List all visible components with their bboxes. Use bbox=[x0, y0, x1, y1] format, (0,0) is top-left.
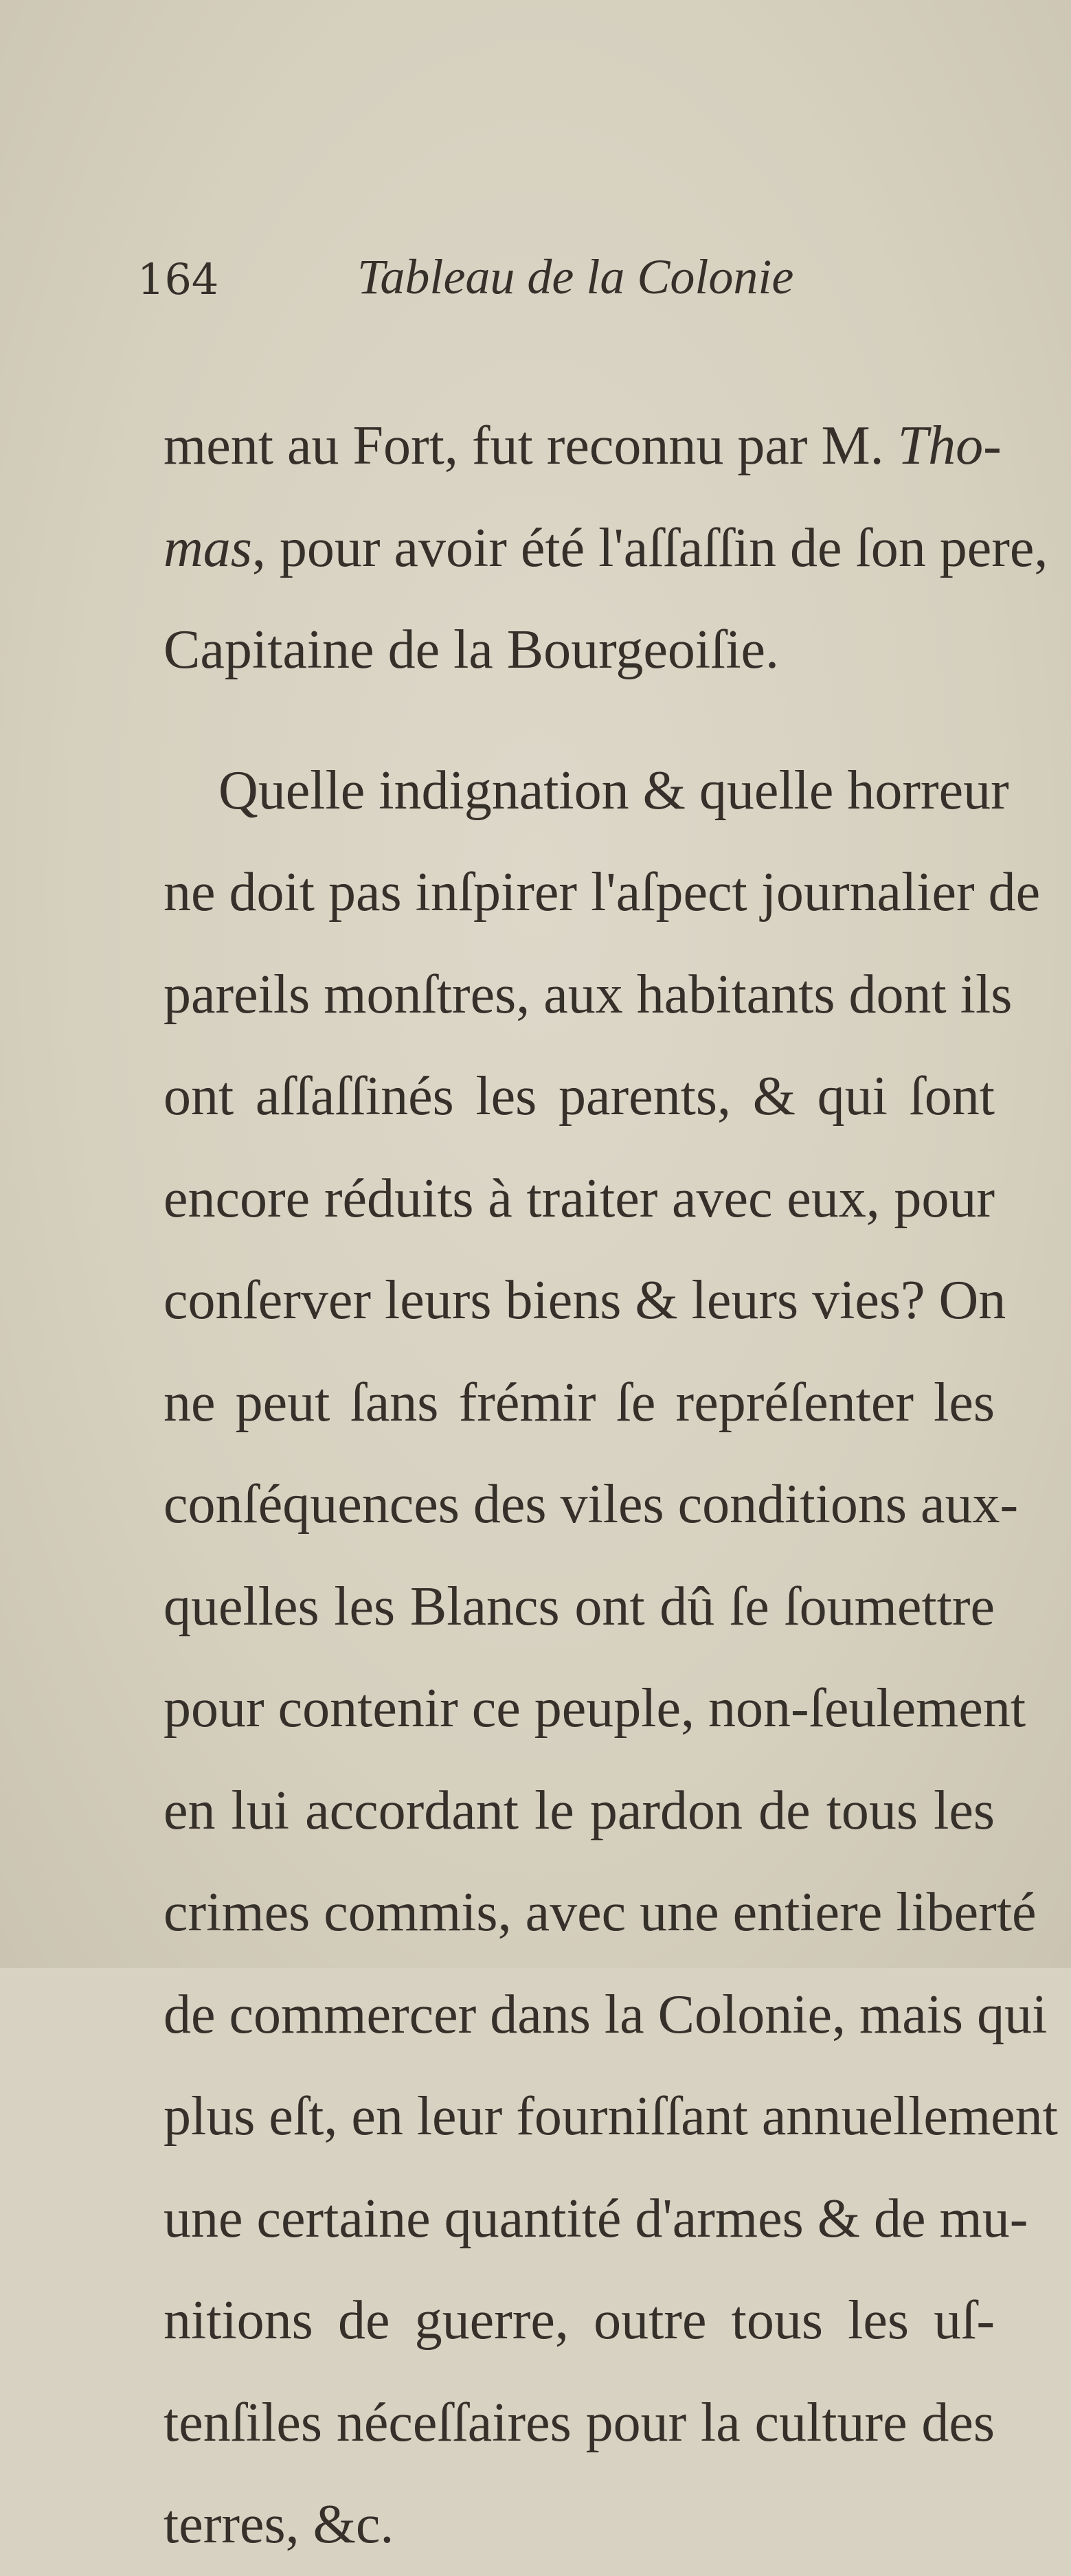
text-line: pareils monſtres, aux habitants dont ils bbox=[164, 964, 1013, 1025]
text-line bbox=[164, 497, 1048, 600]
text: ment au Fort, fut reconnu par M. bbox=[164, 416, 898, 476]
text-line: en lui accordant le pardon de tous les bbox=[164, 1780, 995, 1841]
page-body bbox=[164, 395, 1058, 2576]
running-title: Tableau de la Colonie bbox=[357, 249, 794, 304]
text-line: plus eſt, en leur fourniſſant annuellement bbox=[164, 2086, 1058, 2147]
text-line: de commercer dans la Colonie, mais qui bbox=[164, 1984, 1048, 2045]
text-line: pour contenir ce peuple, non-ſeulement bbox=[164, 1678, 1026, 1739]
text-line bbox=[164, 395, 1002, 497]
text-line: Capitaine de la Bourgeoiſie. bbox=[164, 620, 780, 680]
text-line: ne doit pas inſpirer l'aſpect journalier de bbox=[164, 862, 1041, 923]
text-line: Quelle indignation & quelle horreur bbox=[218, 760, 1009, 821]
text-line: ne peut ſans frémir ſe repréſenter les bbox=[164, 1372, 995, 1433]
text-line: une certaine quantité d'armes & de mu- bbox=[164, 2188, 1028, 2249]
text-line: conſéquences des viles conditions aux- bbox=[164, 1474, 1019, 1535]
italic-text: mas bbox=[164, 517, 252, 578]
text-line: encore réduits à traiter avec eux, pour bbox=[164, 1168, 995, 1229]
text-line: terres, &c. bbox=[164, 2494, 394, 2555]
paragraph-2 bbox=[164, 740, 1058, 2576]
text-line: ont aſſaſſinés les parents, & qui ſont bbox=[164, 1066, 995, 1127]
text-line: conſerver leurs biens & leurs vies? On bbox=[164, 1270, 1006, 1331]
page-header bbox=[137, 249, 996, 316]
text: , pour avoir été l'aſſaſſin de ſon pere, bbox=[251, 517, 1048, 578]
italic-text: Tho- bbox=[897, 416, 1002, 476]
text-line: nitions de guerre, outre tous les uſ- bbox=[164, 2290, 995, 2351]
text-line: tenſiles néceſſaires pour la culture des bbox=[164, 2392, 995, 2453]
paragraph-1 bbox=[164, 395, 1048, 701]
page-number: 164 bbox=[137, 254, 219, 304]
text-line: crimes commis, avec une entiere liberté bbox=[164, 1882, 1037, 1943]
text-line: quelles les Blancs ont dû ſe ſoumettre bbox=[164, 1576, 995, 1637]
